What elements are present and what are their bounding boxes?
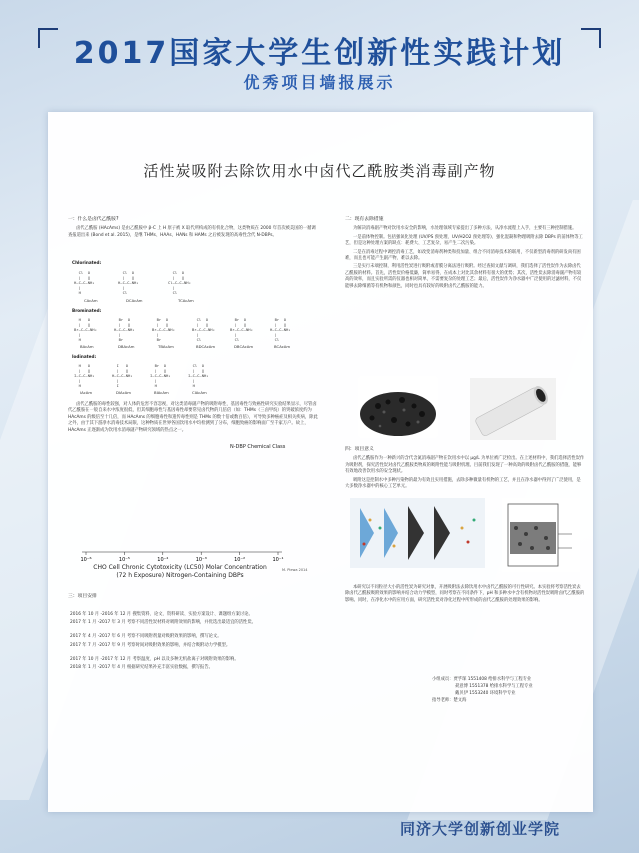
chart-xlabel-1: CHO Cell Chronic Cytotoxicity (LC50) Molar Concentration <box>93 564 267 571</box>
chart-tick-label: 10⁻² <box>234 557 246 563</box>
chlorinated-label: Chlorinated: <box>72 260 102 265</box>
name-diacam: DIAcAm <box>116 390 131 395</box>
member-line: 聂意博 1551378 给排水科学与工程专业 <box>455 684 533 689</box>
section-2-para: 一是前体物控制。包括强氧化处理 (UV/PS 预处理、UV/H2O2 预处理等)、强化混凝和物理吸附去除 DBPs 的前体物等工艺，但是这种处理方案的缺点：耗费大、工艺复杂，易产生二次污染。 <box>345 234 583 247</box>
name-biacam: BIAcAm <box>154 390 169 395</box>
section-3-heading: 四：项目意义 <box>345 447 374 452</box>
name-bcacam: BCAcAm <box>274 344 291 349</box>
structure-ciacam: Cl O | ‖ I—C—C—NH₂ | H <box>188 363 209 388</box>
name-cacam: CAcAm <box>84 298 98 303</box>
team-members <box>432 676 592 704</box>
section-1-heading: 一：什么是卤代乙酰胺? <box>68 217 119 222</box>
sub-title: 优秀项目墙报展示 <box>243 73 396 92</box>
section-2-heading: 二：现有去除措施 <box>345 217 384 222</box>
name-bdcacam: BDCAcAm <box>196 344 216 349</box>
structure-bdcacam: Cl O | ‖ Br—C—C—NH₂ | Cl <box>192 317 215 342</box>
pipe-filter-svg <box>470 378 556 440</box>
name-bacam: BAcAm <box>80 344 94 349</box>
section-3-bottom <box>345 585 585 606</box>
section-3-para: 卤代乙酰胺作为一种新兴的含代含氮消毒副产物在饮用水中以 μg/L 为单位被广泛检出。在上述材料中，我们选择活性炭作为吸附剂，探究活性炭对卤代乙酰胺类物质的吸附性能与吸附机理。目前我们发现了一种高效的吸附卤代乙酰胺的措施，能够有效地改善饮用水的安全现状。 <box>345 456 585 475</box>
schedule-item: 2018 年 1 月 -2017 年 4 月 根据研究结果补充丰富实验数据，撰写报告。 <box>70 665 213 671</box>
name-dbacam: DBAcAm <box>118 344 135 349</box>
brominated-label: Brominated: <box>72 308 102 313</box>
chart-tick-label: 10⁻⁶ <box>80 557 92 563</box>
name-dbcacam: DBCAcAm <box>234 344 254 349</box>
structure-diacam: I O | ‖ H—C—C—NH₂ | I <box>112 363 133 388</box>
advisor-line: 指导老师：楚文海 <box>432 698 467 703</box>
iodinated-label: Iodinated: <box>72 354 97 359</box>
section-2-para: 为解决消毒副产物对饮用水安全的影响，水处理领域专家提出了多种方法，从净水流程上入手，主要有三种控制措施。 <box>353 226 577 232</box>
adsorption-diagram-right <box>502 498 580 572</box>
cytotoxicity-chart <box>72 440 317 580</box>
adsorption-diagram-left <box>350 498 485 568</box>
chart-credit: M. Plewa 2014 <box>282 568 308 572</box>
pipe-filter-image <box>470 378 556 440</box>
chart-class-label: N-DBP Chemical Class <box>230 444 286 450</box>
schedule-item: 2017 年 10 月 -2017 年 12 月 考察温度、pH 以及多种无机盐离子对吸附效果的影响。 <box>70 656 239 662</box>
name-tcacam: TCAcAm <box>178 298 194 303</box>
structure-dcacam: Cl O | ‖ H—C—C—NH₂ | Cl <box>118 270 139 295</box>
structure-dbcacam: Br O | ‖ Br—C—C—NH₂ | Cl <box>230 317 253 342</box>
poster-title: 活性炭吸附去除饮用水中卤代乙酰胺类消毒副产物 <box>143 162 496 180</box>
section-4-heading: 三：项目安排 <box>68 594 97 599</box>
footer-label: 同济大学创新创业学院 <box>400 820 561 838</box>
chart-xlabel-2: (72 h Exposure) Nitrogen-Containing DBPs <box>116 572 244 579</box>
main-title: 2017国家大学生创新性实践计划 <box>73 36 566 71</box>
section-3 <box>345 445 585 492</box>
activated-carbon-image <box>358 376 438 438</box>
structure-bacam: H O | ‖ Br—C—C—NH₂ | H <box>74 317 97 342</box>
schedule-item: 2017 年 4 月 -2017 年 6 月 考察不同吸附剂量对吸附效果的影响，撰写论文。 <box>70 634 222 640</box>
chart-tick-label: 10⁻⁴ <box>157 557 169 563</box>
section-1-para1: 卤代乙酰胺 (HAcAms) 是由乙酰胺中 β-C 上 H 原子被 X 取代所构成的有机化合物，这类物质在 2000 年首次被美国的一循调查报道出来 (Bond et al. 2015)，是继 THMs、HAAs、HANs 和 HAMs 之后被发现的高毒性含代 N-DBPs。 <box>68 226 316 238</box>
adsorption-diagram-right-svg <box>502 498 580 572</box>
structure-iacam: H O | ‖ I—C—C—NH₂ | H <box>74 363 95 388</box>
schedule-item: 2017 年 7 月 -2017 年 9 月 考察时间对吸附效果的影响，并结合吸附动力学模型。 <box>70 642 231 648</box>
structure-tbacam: Br O | ‖ Br—C—C—NH₂ | Br <box>152 317 175 342</box>
section-3-para: 吸附这是控制水中多种污染物的最为有效且实用措施，去除多种微量有机物的工艺，并且在净水器中得到了广泛使用，是大多数净水器中的核心工艺单元。 <box>345 477 581 490</box>
cytotoxicity-chart-svg <box>72 440 317 580</box>
adsorption-diagram-left-svg <box>350 498 485 568</box>
chart-tick-label: 10⁻⁵ <box>118 557 130 563</box>
section-3-bottom-text: 本研究以不同粒径大小的活性炭为研究对象，开展吸附法去除饮用水中卤代乙酰胺的可行性研究。本实验将考察活性炭去除卤代乙酰胺吸附效果的影响并结合动力学模型，同时考察在不同条件下，pH 和多种水中含有机物对活性炭吸附卤代乙酰胺的影响。同时，在净化水中的应用方面，研究活性炭对净化过程中所形成的卤代乙酰胺的处理效果的影响。 <box>345 585 585 603</box>
chart-tick-label: 10⁻¹ <box>272 557 284 563</box>
schedule-list <box>70 612 320 673</box>
chart-tick-label: 10⁻³ <box>195 557 207 563</box>
section-4 <box>68 592 318 603</box>
member-line: 小组成员：贾孚琛 1551408 给排水科学与工程专业 <box>432 677 532 682</box>
section-1-para2-text: 卤代乙酰胺的毒性较强，对人体的危害不容忽视，对这类消毒副产物的吸附毒性、基因毒性与致癌性研究实验结果显示，尽管卤代乙酰胺在一般自来水中浓度很低，但其细胞毒性与基因毒性却要常见卤代物的几倍倍（如：THMs（三卤甲烷）的突破浓度约为 HAcAms 的级倍至十几倍，而 HAcAms 的细胞毒性和遗传毒性则是 THMs 的数十倍或数百倍），可导致多种癌症及相关疾病，除此之外，由于其下游净水消毒技术局限，这种物质在世界各国饮用水中均检测到了分布，细胞致癌的影响面广至千家万户。故上，HAcAms 正逐渐成为饮用水消毒副产物研究领域的热点之一。 <box>68 402 318 433</box>
section-1 <box>68 215 318 241</box>
section-2 <box>345 215 585 292</box>
name-iacam: IAcAm <box>80 390 93 395</box>
name-tbacam: TBAcAm <box>158 344 174 349</box>
section-2-para: 二是在消毒过程中调控消毒工艺，如改变消毒剂种类和投加量、组合不同消毒技术的联用，不仅新型消毒剂的研发尚有困难，而且也可能产生副产物，难以去除。 <box>345 249 581 262</box>
structure-dbacam: Br O | ‖ H—C—C—NH₂ | Br <box>114 317 135 342</box>
name-ciacam: CIAcAm <box>192 390 207 395</box>
member-line: 戴贝伊 1553240 环境科学专业 <box>455 691 516 696</box>
activated-carbon-svg <box>358 376 438 438</box>
chart-ticks <box>80 552 283 563</box>
structure-biacam: Br O | ‖ I—C—C—NH₂ | H <box>150 363 171 388</box>
schedule-item: 2017 年 1 月 -2017 年 3 月 考察不同活性炭材料对吸附效果的影响，并优选出最适宜的活性炭。 <box>70 620 256 626</box>
section-1-para2 <box>68 402 318 436</box>
structure-tcacam: Cl O | ‖ Cl—C—C—NH₂ | Cl <box>168 270 191 295</box>
schedule-item: 2016 年 10 月 -2016 年 12 月 搜集资料、论文、资料研读、实验方案设计、课题组方案讨论。 <box>70 612 253 617</box>
structure-bcacam: Br O | ‖ H—C—C—NH₂ | Cl <box>270 317 291 342</box>
structure-cacam: Cl O | ‖ H—C—C—NH₂ | H <box>74 270 95 295</box>
name-dcacam: DCAcAm <box>126 298 143 303</box>
section-2-para: 三是实行末端控制，利用活性炭进行吸附或者膜分离法进行吸附。经过查阅文献与调研，我们选择了活性炭作为去除卤代乙酰胺的材料。首先，活性炭价格低廉，简单易得，在成本上对比其余材料有很大的优势；其次，活性炭去除消毒副产物有较高的效率，而且实验所需的仪器也相对简单，不需要复杂的处理工艺；最后，活性炭作为净水器中广泛使用的过滤材料，不仅能够去除细菌等有机物和颜色，同时也具有较好的吸附卤代乙酰胺的能力。 <box>345 264 582 289</box>
